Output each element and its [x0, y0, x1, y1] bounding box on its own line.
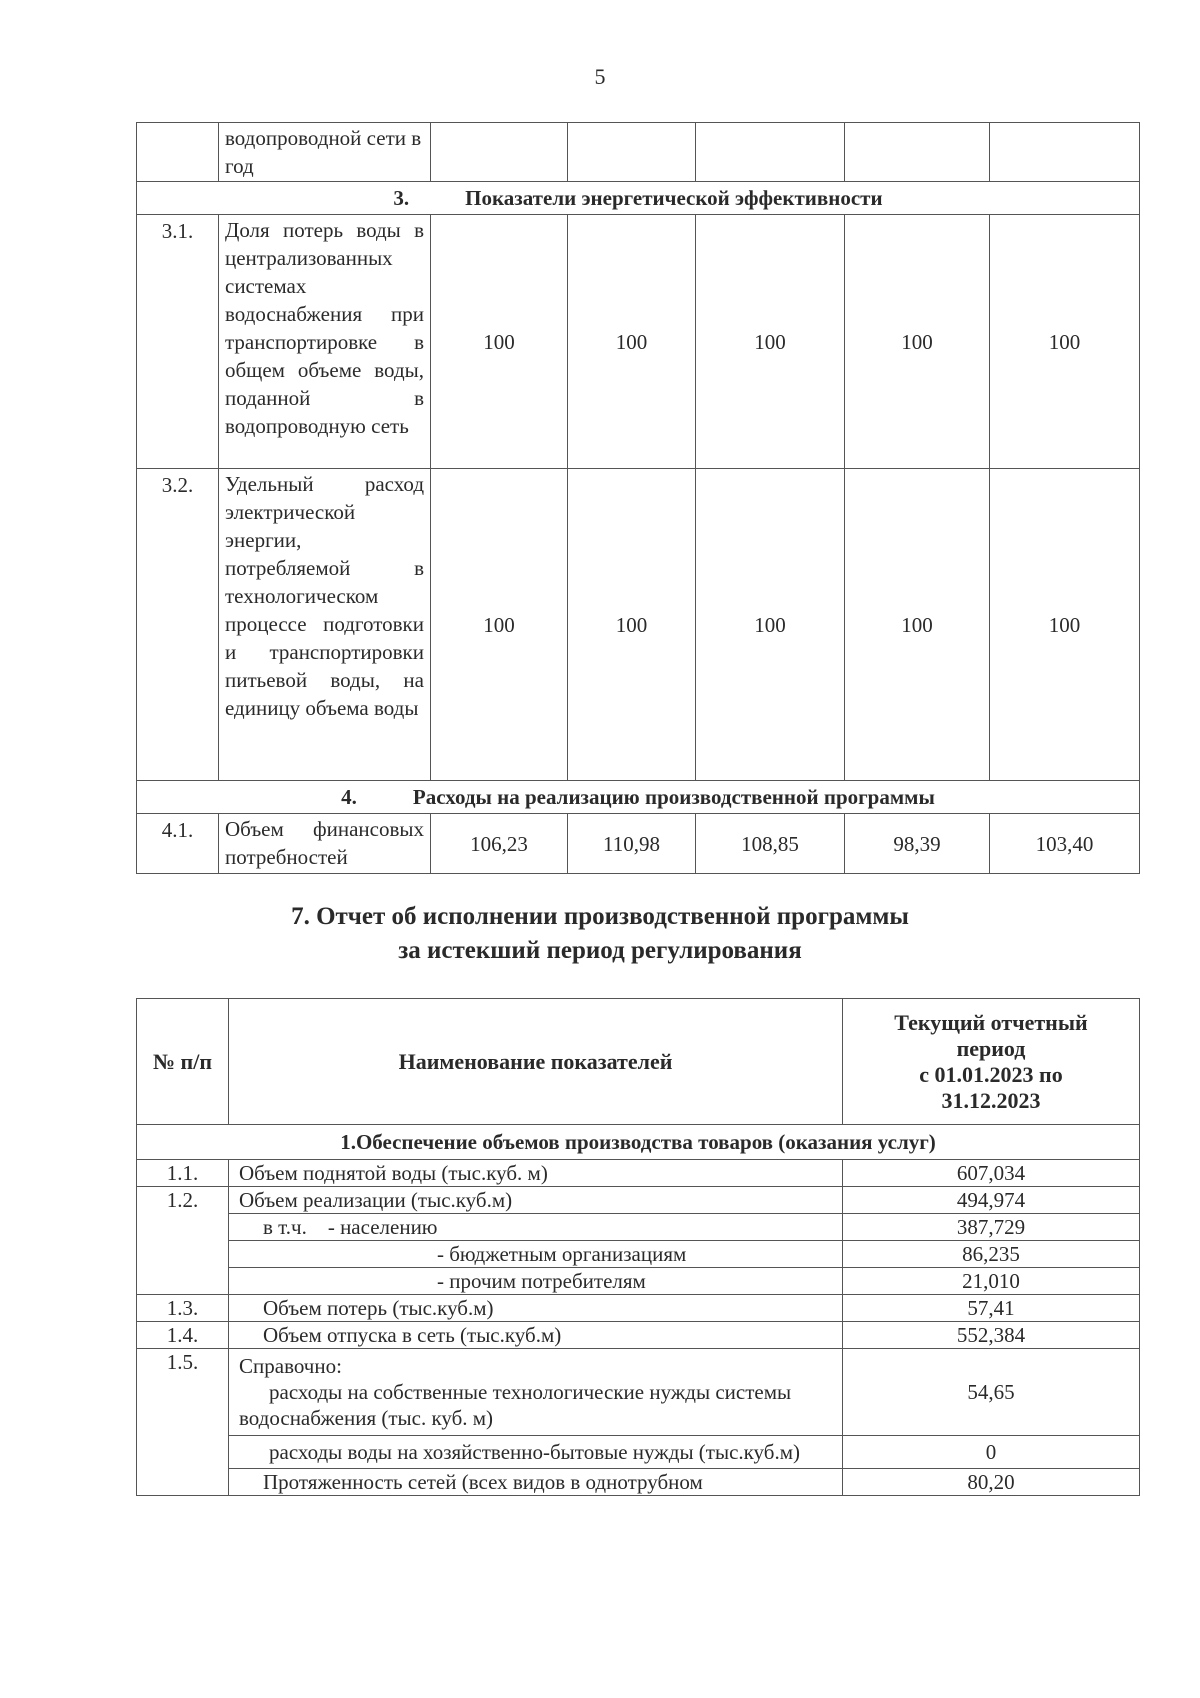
header-num: № п/п [137, 999, 229, 1125]
table-row [137, 1295, 1140, 1322]
section-row [137, 182, 1140, 215]
reference-label: Справочно: [239, 1354, 342, 1378]
cell-value: 0 [843, 1436, 1140, 1469]
cell-value: 100 [990, 215, 1140, 469]
table-row [137, 215, 1140, 469]
row-number: 1.2. [137, 1187, 229, 1295]
row-name: в т.ч. - населению [229, 1214, 843, 1241]
row-number: 3.2. [137, 469, 219, 781]
cell-value: 100 [568, 469, 696, 781]
cell-value: 100 [431, 215, 568, 469]
row-number: 1.4. [137, 1322, 229, 1349]
section-title: Показатели энергетической эффективности [465, 186, 883, 210]
table-row [137, 1322, 1140, 1349]
heading-line: за истекший период регулирования [398, 937, 802, 964]
table-row [137, 1160, 1140, 1187]
heading-line: 7. Отчет об исполнении производственной программы [291, 903, 909, 930]
cell-value: 100 [696, 469, 845, 781]
table-row [137, 1268, 1140, 1295]
row-name: - прочим потребителям [229, 1268, 843, 1295]
table-row [137, 1436, 1140, 1469]
header-row [137, 999, 1140, 1125]
cell-value: 494,974 [843, 1187, 1140, 1214]
cell-value: 21,010 [843, 1268, 1140, 1295]
table-row [137, 1241, 1140, 1268]
section-title: Расходы на реализацию производственной программы [412, 785, 935, 809]
row-name: Объем отпуска в сеть (тыс.куб.м) [229, 1322, 843, 1349]
cell-value: 98,39 [845, 814, 990, 874]
section-title: 1.Обеспечение объемов производства товаров (оказания услуг) [137, 1125, 1140, 1160]
section-row [137, 781, 1140, 814]
cell-value: 100 [568, 215, 696, 469]
cell-value: 110,98 [568, 814, 696, 874]
cell-value: 108,85 [696, 814, 845, 874]
section-number: 3. [393, 186, 410, 210]
table-row [137, 814, 1140, 874]
cell-value: 100 [431, 469, 568, 781]
cell-value: 100 [696, 215, 845, 469]
cell-value: 103,40 [990, 814, 1140, 874]
row-number: 1.5. [137, 1349, 229, 1496]
row-number: 1.3. [137, 1295, 229, 1322]
cell-value: 86,235 [843, 1241, 1140, 1268]
row-name: Объем потерь (тыс.куб.м) [229, 1295, 843, 1322]
cell-value: 100 [845, 215, 990, 469]
cell-value: 80,20 [843, 1469, 1140, 1496]
cell-value: 607,034 [843, 1160, 1140, 1187]
row-number: 1.1. [137, 1160, 229, 1187]
table-row [137, 1214, 1140, 1241]
table-row [137, 469, 1140, 781]
cell-value: 100 [990, 469, 1140, 781]
cell-value: 552,384 [843, 1322, 1140, 1349]
section-number: 4. [341, 785, 357, 809]
section-row [137, 1125, 1140, 1160]
row-name: водопроводной сети в год [219, 123, 431, 182]
table-row [137, 1349, 1140, 1436]
section-heading [0, 900, 1200, 968]
row-name: расходы воды на хозяйственно-бытовые нужды (тыс.куб.м) [229, 1436, 843, 1469]
header-period: Текущий отчетный период с 01.01.2023 по 31.12.2023 [843, 999, 1140, 1125]
cell-value: 106,23 [431, 814, 568, 874]
row-number: 4.1. [137, 814, 219, 874]
report-table [136, 998, 1140, 1496]
row-name: Протяженность сетей (всех видов в однотрубном [229, 1469, 843, 1496]
row-name: Удельный расход электрической энергии, потребляемой в технологическом процессе подготовки и транспортировки питьевой воды, на единицу объема воды [219, 469, 431, 781]
table-row [137, 1187, 1140, 1214]
table-row [137, 1469, 1140, 1496]
table-row [137, 123, 1140, 182]
cell-value: 100 [845, 469, 990, 781]
row-name: Объем поднятой воды (тыс.куб. м) [229, 1160, 843, 1187]
cell-value: 387,729 [843, 1214, 1140, 1241]
row-number: 3.1. [137, 215, 219, 469]
row-name: Объем финансовых потребностей [219, 814, 431, 874]
indicators-table-continued [136, 122, 1140, 874]
row-name: Объем реализации (тыс.куб.м) [229, 1187, 843, 1214]
row-name: расходы на собственные технологические нужды системы водоснабжения (тыс. куб. м) [239, 1380, 792, 1430]
page-number: 5 [594, 64, 606, 89]
row-name: Доля потерь воды в централизованных системах водоснабжения при транспортировке в общем объеме воды, поданной в водопроводную сеть [219, 215, 431, 469]
row-name: - бюджетным организациям [229, 1241, 843, 1268]
header-name: Наименование показателей [229, 999, 843, 1125]
cell-value: 57,41 [843, 1295, 1140, 1322]
cell-value: 54,65 [843, 1349, 1140, 1436]
